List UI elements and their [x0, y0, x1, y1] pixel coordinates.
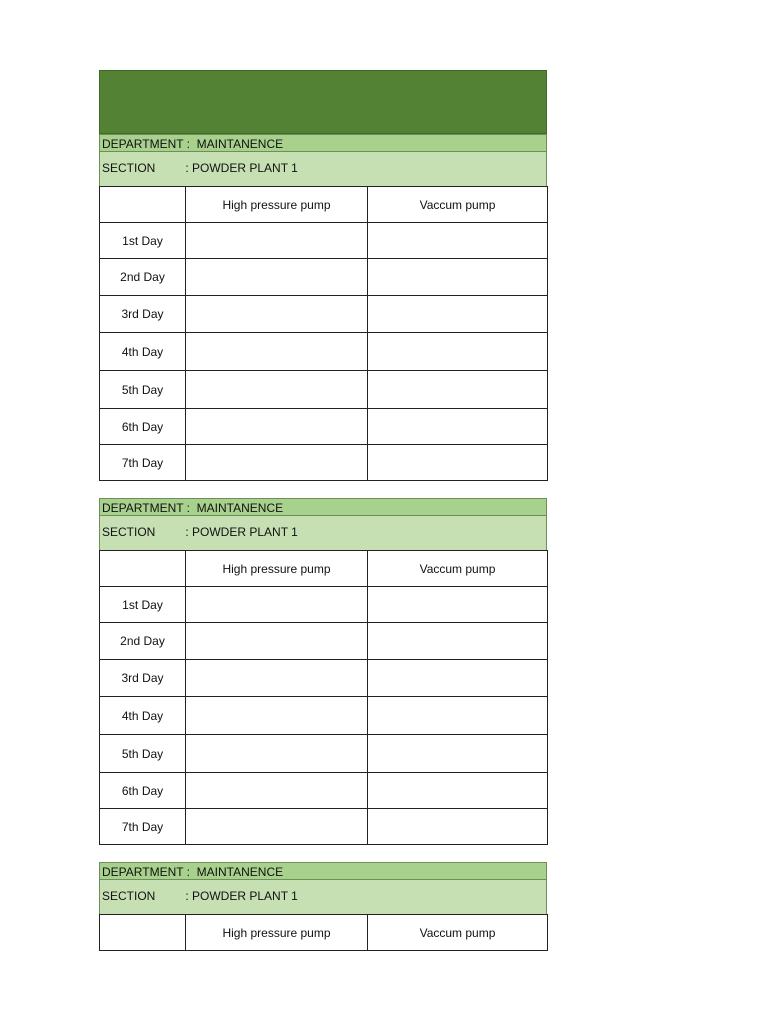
vaccum-pump-cell[interactable]: [368, 623, 548, 660]
day-label: 7th Day: [100, 809, 186, 845]
table-row: [100, 773, 548, 809]
day-label: 3rd Day: [100, 296, 186, 333]
table-row: [100, 259, 548, 296]
vaccum-pump-cell[interactable]: [368, 445, 548, 481]
table-row: [100, 587, 548, 623]
pump-log-table: [99, 186, 548, 481]
day-label: 1st Day: [100, 223, 186, 259]
high-pressure-pump-cell[interactable]: [186, 223, 368, 259]
vaccum-pump-cell[interactable]: [368, 296, 548, 333]
vaccum-pump-cell[interactable]: [368, 333, 548, 371]
pump-log-table: [99, 914, 548, 951]
department-label: DEPARTMENT : MAINTANENCE: [99, 134, 547, 152]
high-pressure-pump-cell[interactable]: [186, 660, 368, 697]
table-row: [100, 223, 548, 259]
high-pressure-pump-cell[interactable]: [186, 371, 368, 409]
day-label: 6th Day: [100, 409, 186, 445]
header-blank-cell: [100, 915, 186, 951]
table-header-row: [100, 551, 548, 587]
log-block: [99, 134, 547, 481]
header-blank-cell: [100, 551, 186, 587]
high-pressure-pump-cell[interactable]: [186, 773, 368, 809]
vaccum-pump-cell[interactable]: [368, 809, 548, 845]
vaccum-pump-cell[interactable]: [368, 371, 548, 409]
high-pressure-pump-cell[interactable]: [186, 409, 368, 445]
day-label: 7th Day: [100, 445, 186, 481]
high-pressure-pump-cell[interactable]: [186, 697, 368, 735]
department-label: DEPARTMENT : MAINTANENCE: [99, 862, 547, 880]
header-blank-cell: [100, 187, 186, 223]
day-label: 4th Day: [100, 333, 186, 371]
column-header: High pressure pump: [186, 187, 368, 223]
column-header: High pressure pump: [186, 551, 368, 587]
table-row: [100, 697, 548, 735]
vaccum-pump-cell[interactable]: [368, 735, 548, 773]
column-header: Vaccum pump: [368, 915, 548, 951]
vaccum-pump-cell[interactable]: [368, 773, 548, 809]
section-label: SECTION : POWDER PLANT 1: [99, 152, 547, 186]
high-pressure-pump-cell[interactable]: [186, 809, 368, 845]
high-pressure-pump-cell[interactable]: [186, 735, 368, 773]
table-row: [100, 371, 548, 409]
table-row: [100, 333, 548, 371]
table-row: [100, 735, 548, 773]
vaccum-pump-cell[interactable]: [368, 697, 548, 735]
column-header: Vaccum pump: [368, 187, 548, 223]
day-label: 2nd Day: [100, 623, 186, 660]
log-block: [99, 498, 547, 845]
table-row: [100, 623, 548, 660]
high-pressure-pump-cell[interactable]: [186, 623, 368, 660]
table-row: [100, 445, 548, 481]
day-label: 2nd Day: [100, 259, 186, 296]
day-label: 5th Day: [100, 735, 186, 773]
pump-log-table: [99, 550, 548, 845]
high-pressure-pump-cell[interactable]: [186, 333, 368, 371]
log-block: [99, 862, 547, 951]
day-label: 5th Day: [100, 371, 186, 409]
table-row: [100, 809, 548, 845]
section-label: SECTION : POWDER PLANT 1: [99, 516, 547, 550]
high-pressure-pump-cell[interactable]: [186, 259, 368, 296]
section-label: SECTION : POWDER PLANT 1: [99, 880, 547, 914]
table-row: [100, 409, 548, 445]
table-row: [100, 660, 548, 697]
log-blocks: [99, 134, 547, 951]
department-label: DEPARTMENT : MAINTANENCE: [99, 498, 547, 516]
day-label: 4th Day: [100, 697, 186, 735]
spreadsheet-page: [99, 70, 547, 951]
column-header: High pressure pump: [186, 915, 368, 951]
table-header-row: [100, 915, 548, 951]
vaccum-pump-cell[interactable]: [368, 587, 548, 623]
high-pressure-pump-cell[interactable]: [186, 445, 368, 481]
title-banner: [99, 70, 547, 134]
day-label: 6th Day: [100, 773, 186, 809]
table-header-row: [100, 187, 548, 223]
high-pressure-pump-cell[interactable]: [186, 296, 368, 333]
vaccum-pump-cell[interactable]: [368, 660, 548, 697]
column-header: Vaccum pump: [368, 551, 548, 587]
day-label: 3rd Day: [100, 660, 186, 697]
day-label: 1st Day: [100, 587, 186, 623]
vaccum-pump-cell[interactable]: [368, 409, 548, 445]
vaccum-pump-cell[interactable]: [368, 259, 548, 296]
table-row: [100, 296, 548, 333]
vaccum-pump-cell[interactable]: [368, 223, 548, 259]
high-pressure-pump-cell[interactable]: [186, 587, 368, 623]
